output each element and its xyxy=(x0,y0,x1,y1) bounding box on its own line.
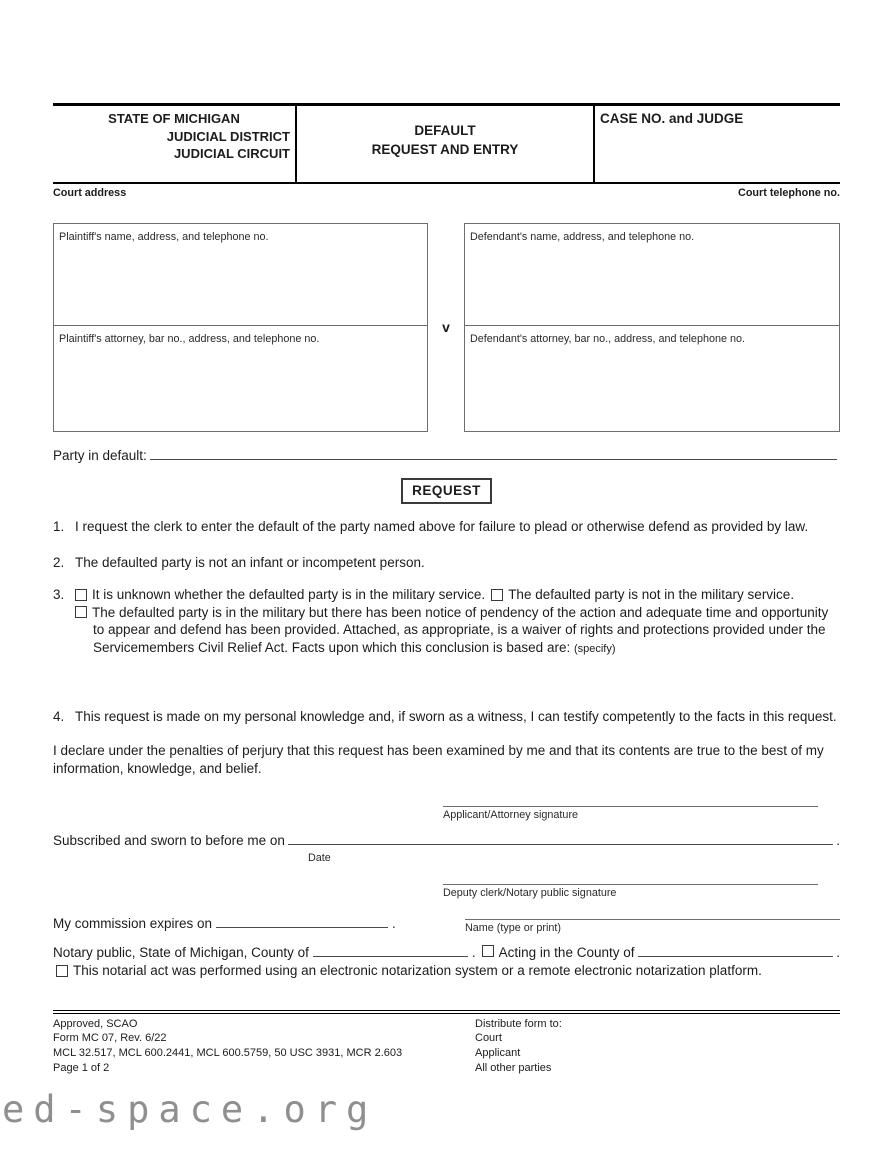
request-heading-wrap xyxy=(53,478,840,505)
footer-approved: Approved, SCAO xyxy=(53,1017,138,1030)
deputy-signature-block xyxy=(443,873,818,900)
enotary-text: This notarial act was performed using an electronic notarization system or a remote electronic notarization platform. xyxy=(73,963,762,979)
sworn-period: . xyxy=(836,833,840,849)
date-label: Date xyxy=(308,851,331,864)
item-1-text: I request the clerk to enter the default of the party named above for failure to plead or otherwise defend as provided by law. xyxy=(75,519,809,535)
item-3-option-2-text: The defaulted party is not in the military service. xyxy=(508,587,795,603)
notary-row xyxy=(53,942,840,962)
watermark: ed-space.org xyxy=(2,1088,378,1131)
footer-page-number: Page 1 of 2 xyxy=(53,1061,110,1074)
case-number-cell[interactable] xyxy=(595,106,840,182)
plaintiff-name-box[interactable] xyxy=(53,223,428,326)
request-item-4 xyxy=(53,708,840,726)
party-in-default-row xyxy=(53,445,840,465)
item-3-specify-hint: (specify) xyxy=(573,642,616,655)
form-title-line2: REQUEST AND ENTRY xyxy=(371,142,519,157)
plaintiff-column xyxy=(53,223,428,432)
item-1-number: 1. xyxy=(53,519,65,535)
applicant-signature-label: Applicant/Attorney signature xyxy=(443,809,579,822)
commission-period: . xyxy=(392,915,396,931)
commission-name-row xyxy=(53,908,840,935)
form-footer xyxy=(53,1017,840,1076)
request-heading: REQUEST xyxy=(401,478,492,505)
checkbox-electronic-notarization[interactable] xyxy=(56,965,68,977)
item-3-option-3-text: The defaulted party is in the military but there has been notice of pendency of the action and adequate time and opportunity to appear and defend has been provided. Attached, as appropriate, is a waiver of rights and protections provided under the Servicemembers Civil Relief Act. Facts upon which this conclusion is based are: xyxy=(92,604,829,655)
court-address-label: Court address xyxy=(53,187,127,199)
sworn-label: Subscribed and sworn to before me on xyxy=(53,833,285,849)
acting-county-field[interactable] xyxy=(638,942,834,957)
item-2-text: The defaulted party is not an infant or incompetent person. xyxy=(75,554,425,570)
distribute-item-court: Court xyxy=(475,1032,502,1045)
notary-name-field[interactable] xyxy=(465,908,840,920)
defendant-name-box[interactable] xyxy=(464,223,840,326)
defendant-name-label: Defendant's name, address, and telephone no. xyxy=(470,231,695,244)
defendant-column xyxy=(464,223,840,432)
notary-period: . xyxy=(471,944,476,960)
item-3-option-1-text: It is unknown whether the defaulted party is in the military service. xyxy=(92,587,486,603)
court-identity-cell xyxy=(53,106,297,182)
judicial-district-label: JUDICIAL DISTRICT xyxy=(166,128,290,144)
distribute-item-applicant: Applicant xyxy=(475,1047,521,1060)
acting-county-label: Acting in the County of xyxy=(498,944,635,960)
sworn-date-field[interactable] xyxy=(288,830,833,845)
form-title-line1: DEFAULT xyxy=(414,123,476,139)
notary-county-field[interactable] xyxy=(313,942,468,957)
party-in-default-field[interactable] xyxy=(150,445,837,460)
request-item-2 xyxy=(53,554,840,572)
defendant-attorney-box[interactable] xyxy=(464,325,840,432)
commission-date-field[interactable] xyxy=(216,913,388,928)
form-title-cell xyxy=(297,106,595,182)
plaintiff-attorney-label: Plaintiff's attorney, bar no., address, and telephone no. xyxy=(59,333,320,346)
checkbox-acting-in-county[interactable] xyxy=(482,945,494,957)
footer-divider xyxy=(53,1010,840,1014)
checkbox-military-unknown[interactable] xyxy=(75,589,87,601)
applicant-signature-field[interactable] xyxy=(443,795,818,807)
checkbox-in-military-with-notice[interactable] xyxy=(75,606,87,618)
state-title: STATE OF MICHIGAN xyxy=(108,111,240,126)
form-header xyxy=(53,103,840,184)
court-telephone-label: Court telephone no. xyxy=(738,187,840,199)
party-boxes xyxy=(53,223,840,432)
acting-period: . xyxy=(836,944,840,960)
plaintiff-name-label: Plaintiff's name, address, and telephone no. xyxy=(59,231,269,244)
footer-distribute-column xyxy=(475,1017,840,1076)
versus-label: v xyxy=(442,319,450,336)
judicial-circuit-label: JUDICIAL CIRCUIT xyxy=(173,146,290,162)
notary-name-label: Name (type or print) xyxy=(465,921,562,934)
footer-left-column xyxy=(53,1017,475,1076)
enotary-row xyxy=(53,962,840,980)
perjury-declaration: I declare under the penalties of perjury that this request has been examined by me and that its contents are true to the best of my information, knowledge, and belief. xyxy=(53,742,824,776)
distribute-label: Distribute form to: xyxy=(475,1017,562,1030)
item-2-number: 2. xyxy=(53,554,65,570)
footer-form-number: Form MC 07, Rev. 6/22 xyxy=(53,1032,167,1045)
notary-name-block xyxy=(465,908,840,935)
item-4-number: 4. xyxy=(53,709,65,725)
court-contact-row xyxy=(53,186,840,200)
request-item-3 xyxy=(53,586,840,604)
case-no-label: CASE NO. and JUDGE xyxy=(600,111,744,126)
item-3-number: 3. xyxy=(53,587,65,603)
request-item-3-option-3 xyxy=(75,604,840,657)
footer-citations: MCL 32.517, MCL 600.2441, MCL 600.5759, 50 USC 3931, MCR 2.603 xyxy=(53,1047,403,1060)
notary-label: Notary public, State of Michigan, County of xyxy=(53,944,309,960)
defendant-attorney-label: Defendant's attorney, bar no., address, and telephone no. xyxy=(470,333,745,346)
distribute-item-all-other-parties: All other parties xyxy=(475,1061,552,1074)
deputy-signature-field[interactable] xyxy=(443,873,818,885)
applicant-signature-block xyxy=(443,795,818,822)
sworn-row xyxy=(53,830,840,850)
request-item-1 xyxy=(53,518,840,536)
commission-group xyxy=(53,913,465,935)
deputy-signature-label: Deputy clerk/Notary public signature xyxy=(443,886,617,899)
item-4-text: This request is made on my personal knowledge and, if sworn as a witness, I can testify competently to the facts in this request. xyxy=(75,709,837,725)
party-in-default-label: Party in default: xyxy=(53,448,147,464)
checkbox-not-in-military[interactable] xyxy=(491,589,503,601)
commission-label: My commission expires on xyxy=(53,915,213,931)
plaintiff-attorney-box[interactable] xyxy=(53,325,428,432)
